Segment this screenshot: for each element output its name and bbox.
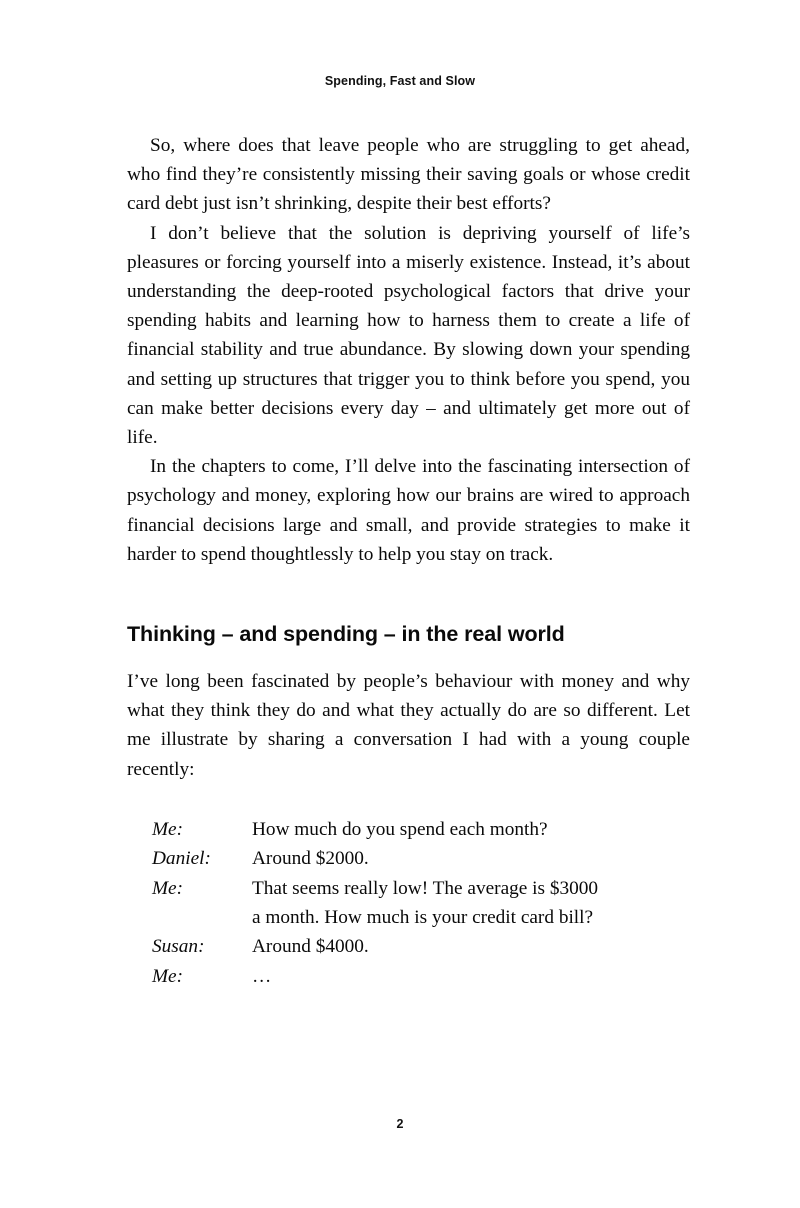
dialogue-line: That seems really low! The average is $3000	[252, 877, 599, 899]
dialogue-speaker: Me:	[152, 965, 184, 987]
dialogue-utterance	[252, 962, 690, 991]
heading-spacer-bottom	[127, 648, 690, 667]
dialogue-row	[152, 844, 690, 873]
dialogue-speaker: Daniel:	[152, 848, 211, 870]
heading-spacer-top	[127, 569, 690, 620]
body-paragraph-1: So, where does that leave people who are struggling to get ahead, who find they’re consistently missing their saving goals or whose credit card debt just isn’t shrinking, despite their best efforts?	[127, 135, 690, 215]
dialogue-row	[152, 815, 690, 844]
dialogue-line: Around $4000.	[252, 936, 369, 958]
body-paragraph-2: I don’t believe that the solution is depriving yourself of life’s pleasures or forcing yourself into a miserly existence. Instead, it’s about understanding the deep-rooted psychological factors that drive your spending habits and learning how to harness them to create a life of financial stability and true abundance. By slowing down your spending and setting up structures that trigger you to think before you spend, you can make better decisions every day – and ultimately get more out of life.	[127, 222, 690, 449]
dialogue-speaker: Susan:	[152, 936, 205, 958]
dialogue-block	[127, 815, 690, 991]
dialogue-utterance	[252, 844, 690, 873]
dialogue-speaker: Me:	[152, 818, 184, 840]
dialogue-utterance	[252, 932, 690, 961]
body-paragraph-3: In the chapters to come, I’ll delve into the fascinating intersection of psychology and money, exploring how our brains are wired to approach financial decisions large and small, and provide strategies to make it harder to spend thoughtlessly to help you stay on track.	[127, 456, 690, 565]
dialogue-utterance	[252, 874, 690, 933]
dialogue-row	[152, 962, 690, 991]
dialogue-line: …	[252, 965, 272, 987]
body-paragraph-4: I’ve long been fascinated by people’s behaviour with money and why what they think they do and what they actually do are so different. Let me illustrate by sharing a conversation I had with a young couple recently:	[127, 671, 690, 780]
dialogue-line-continued: a month. How much is your credit card bill?	[252, 907, 594, 929]
dialogue-line: How much do you spend each month?	[252, 818, 548, 840]
dialogue-row	[152, 874, 690, 933]
dialogue-line: Around $2000.	[252, 848, 369, 870]
section-heading: Thinking – and spending – in the real world	[127, 622, 565, 647]
page-number: 2	[396, 1117, 404, 1131]
running-header: Spending, Fast and Slow	[324, 74, 476, 88]
dialogue-utterance	[252, 815, 690, 844]
page-content	[127, 131, 690, 991]
dialogue-speaker: Me:	[152, 877, 184, 899]
dialogue-row	[152, 932, 690, 961]
